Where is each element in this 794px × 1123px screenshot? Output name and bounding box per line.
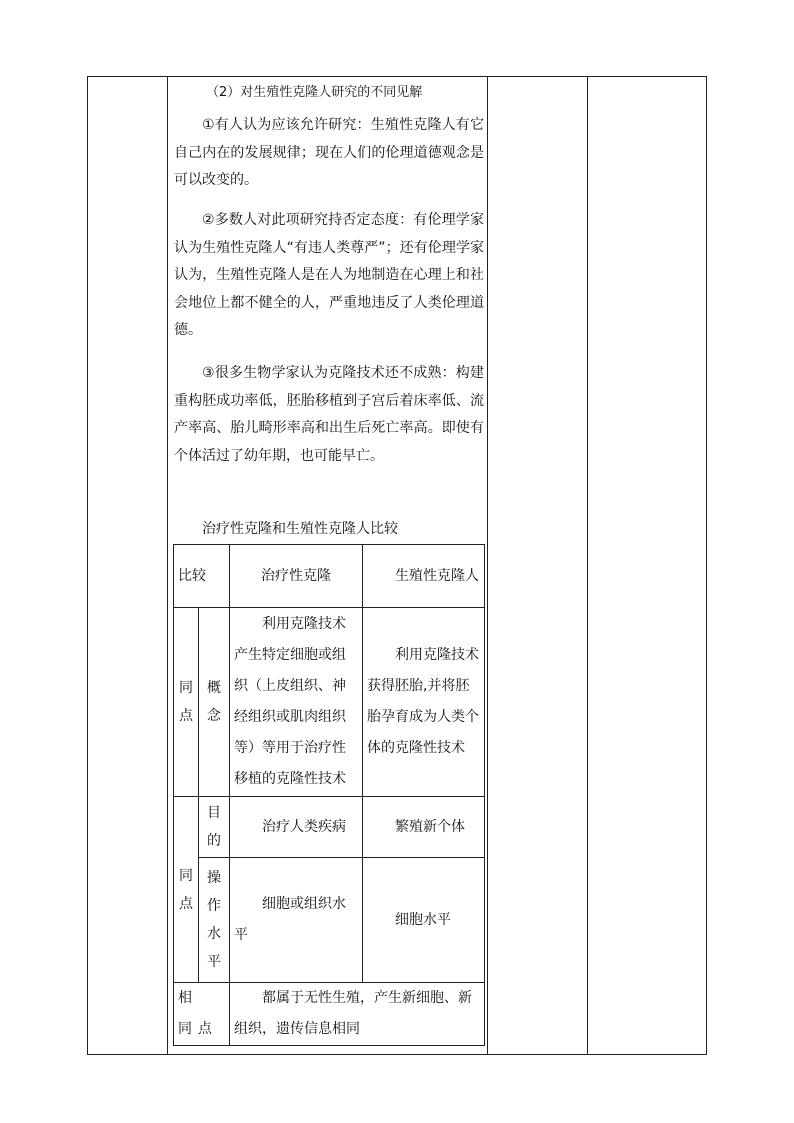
diff-group-label-2: 同 点 bbox=[174, 797, 199, 983]
section-heading: （2）对生殖性克隆人研究的不同见解 bbox=[206, 85, 423, 100]
paragraph-2: ②多数人对此项研究持否定态度：有伦理学家认为生殖性克隆人“有违人类尊严”；还有伦理学家认为，生殖性克隆人是在人为地制造在心理上和社会地位上都不健全的人，严重地违反了人类伦理道德。 bbox=[174, 212, 484, 339]
level-label: 操 作 水 平 bbox=[199, 858, 230, 983]
concept-reproductive: 利用克隆技术获得胚胎,并将胚胎孕育成为人类个体的克隆性技术 bbox=[363, 608, 485, 797]
level-reproductive: 细胞水平 bbox=[363, 858, 485, 983]
same-text: 都属于无性生殖，产生新细胞、新组织，遗传信息相同 bbox=[230, 983, 485, 1046]
header-compare: 比较 bbox=[174, 545, 230, 608]
header-reproductive: 生殖性克隆人 bbox=[363, 545, 485, 608]
column-divider-2 bbox=[487, 76, 488, 1055]
header-therapeutic: 治疗性克隆 bbox=[230, 545, 363, 608]
table-caption: 治疗性克隆和生殖性克隆人比较 bbox=[202, 521, 398, 537]
concept-therapeutic: 利用克隆技术产生特定细胞或组织（上皮组织、神经组织或肌肉组织等）等用于治疗性移植的克隆性技术 bbox=[230, 608, 363, 797]
table-row-header bbox=[174, 545, 485, 608]
paragraph-3: ③很多生物学家认为克隆技术还不成熟：构建重构胚成功率低，胚胎移植到子宫后着床率低、流产率高、胎儿畸形率高和出生后死亡率高。即使有个体活过了幼年期，也可能早亡。 bbox=[174, 365, 484, 464]
purpose-label: 目 的 bbox=[199, 797, 230, 858]
comparison-table bbox=[173, 544, 485, 1046]
purpose-therapeutic: 治疗人类疾病 bbox=[230, 797, 363, 858]
column-divider-3 bbox=[587, 76, 588, 1055]
same-label: 相 同点 bbox=[174, 983, 230, 1046]
paragraph-1: ①有人认为应该允许研究：生殖性克隆人有它自己内在的发展规律；现在人们的伦理道德观念是可以改变的。 bbox=[174, 117, 484, 189]
table-row-purpose bbox=[174, 797, 485, 858]
table-row-concept bbox=[174, 608, 485, 797]
concept-label: 概 念 bbox=[199, 608, 230, 797]
diff-group-label: 同 点 bbox=[174, 608, 199, 797]
level-therapeutic: 细胞或组织水平 bbox=[230, 858, 363, 983]
table-row-same bbox=[174, 983, 485, 1046]
column-divider-1 bbox=[167, 76, 168, 1055]
table-row-level bbox=[174, 858, 485, 983]
purpose-reproductive: 繁殖新个体 bbox=[363, 797, 485, 858]
